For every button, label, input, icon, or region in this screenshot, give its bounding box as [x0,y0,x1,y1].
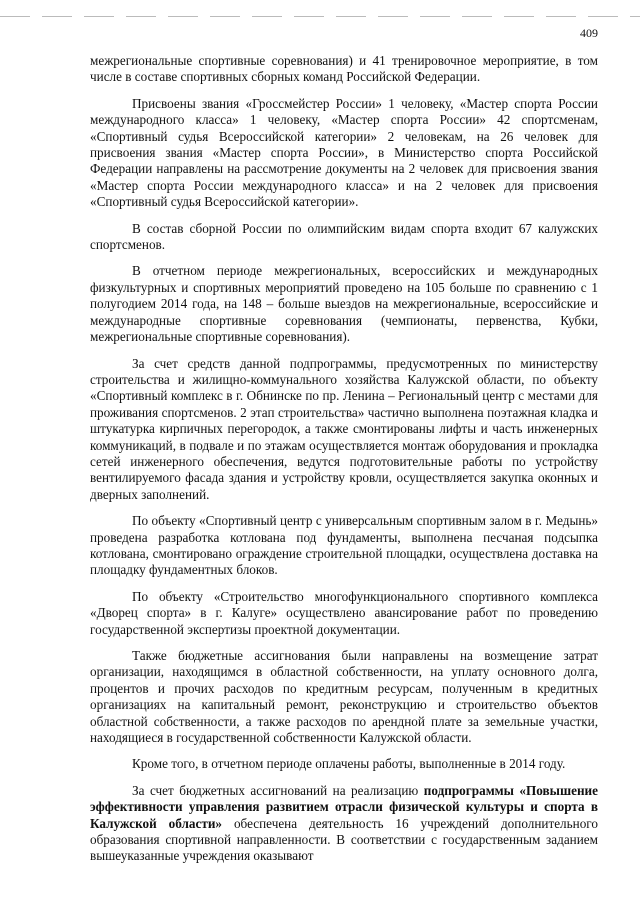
paragraph-5: За счет средств данной подпрограммы, предусмотренных по министерству строительства и жилищно-коммунального хозяйства Калужской области, по объекту «Спортивный комплекс в г. Обнинске по пр. Ленина – Региональный центр с местами для проживания спортсменов. 2 этап строительства» частично выполнена поэтажная кладка и штукатурка кирпичных перегородок, а также смонтированы лифты и часть инженерных коммуникаций, в подвале и по этажам осуществляется монтаж оборудования и прокладка сетей инженерного обеспечения, ведутся подготовительные работы по устройству вентилируемого фасада здания и устройству кровли, осуществляется закупка оконных и дверных заполнений. [90,355,598,502]
paragraph-9: Кроме того, в отчетном периоде оплачены работы, выполненные в 2014 году. [132,756,566,772]
paragraph-4: В отчетном периоде межрегиональных, всероссийских и международных физкультурных и спортивных мероприятий проведено на 105 больше по сравнению с 1 полугодием 2014 года, на 148 – больше выездов на межрегиональные, всероссийские и международные спортивные соревнования (чемпионаты, первенства, Кубки, межрегиональные спортивные соревнования). [90,263,598,345]
paragraph-8: Также бюджетные ассигнования были направлены на возмещение затрат организации, находящимся в областной собственности, на уплату основного долга, процентов и прочих расходов по кредитным ресурсам, полученным в кредитных организациях на капитальный ремонт, реконструкцию и строительство объектов областной собственности, а также расходов по арендной плате за земельные участки, находящиеся в государственной собственности Калужской области. [90,648,598,746]
paragraph-2: Присвоены звания «Гроссмейстер России» 1 человеку, «Мастер спорта России международного класса» 1 человеку, «Мастер спорта России» 42 спортсменам, «Спортивный судья Всероссийской категории» 2 человекам, на 26 человек для присвоения звания «Мастер спорта России», в Министерство спорта Российской Федерации направлены на рассмотрение документы на 2 человек для присвоения звания «Мастер спорта России международного класса» и на 2 человек для присвоения «Спортивный судья Всероссийской категории». [90,95,598,210]
paragraph-3: В состав сборной России по олимпийским видам спорта входит 67 калужских спортсменов. [90,220,598,253]
page-number: 409 [580,26,598,40]
paragraph-7: По объекту «Строительство многофункционального спортивного комплекса «Дворец спорта» в г. Калуге» осуществлено авансирование работ по проведению государственной экспертизы проектной документации. [90,588,598,637]
paragraph-6: По объекту «Спортивный центр с универсальным спортивным залом в г. Медынь» проведена разработка котлована под фундаменты, выполнена песчаная подсыпка котлована, смонтировано ограждение строительной площадки, осуществлена доставка на площадку фундаментных блоков. [90,513,598,578]
scan-top-edge [0,16,640,17]
paragraph-10-lead: За счет бюджетных ассигнований на реализацию [132,782,424,798]
paragraph-1: межрегиональные спортивные соревнования) и 41 тренировочное мероприятие, в том числе в составе спортивных сборных команд Российской Федерации. [90,53,598,85]
paragraph-10-tail: обеспечена деятельность 16 учреждений дополнительного образования спортивной направленности. В соответствии с государственным заданием вышеуказанные учреждения оказывают [90,815,598,864]
paragraph-10 [90,783,598,865]
document-body [90,53,598,875]
subprogram-title: подпрограммы «Повышение эффективности управления развитием отрасли физической культуры и спорта в Калужской области» [90,782,599,831]
